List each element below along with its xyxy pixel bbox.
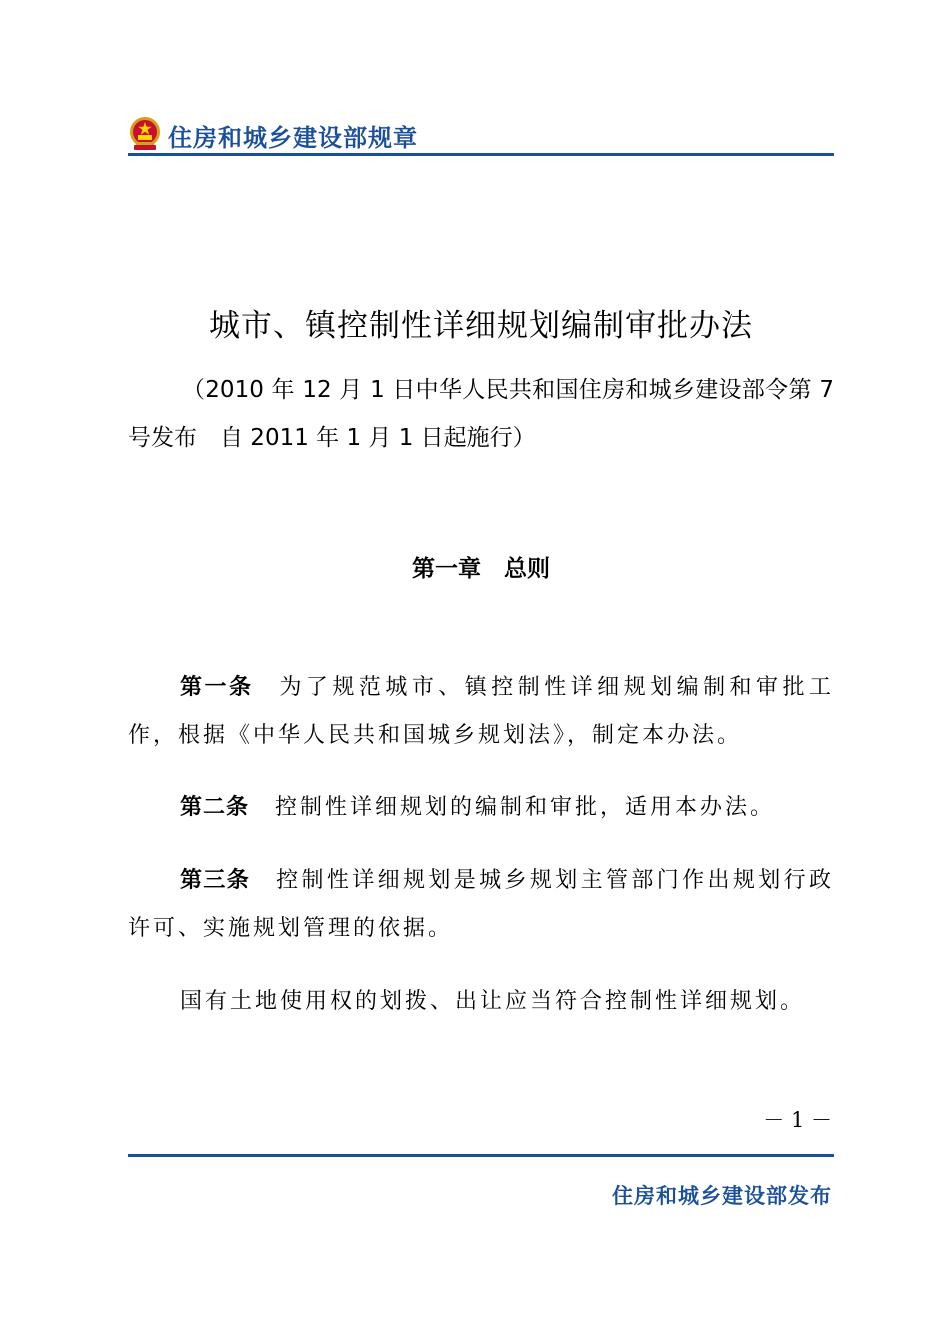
chapter-heading: 第一章 总则 bbox=[412, 556, 550, 582]
article-2 bbox=[128, 784, 834, 832]
article-3-text: 控制性详细规划是城乡规划主管部门作出规划行政许可、实施规划管理的依据。 bbox=[128, 868, 834, 941]
header-divider bbox=[128, 153, 834, 156]
article-3-paragraph-2: 国有土地使用权的划拨、出让应当符合控制性详细规划。 bbox=[180, 989, 806, 1014]
article-2-text: 控制性详细规划的编制和审批，适用本办法。 bbox=[275, 795, 776, 820]
page-header bbox=[128, 114, 834, 156]
article-1-number: 第一条 bbox=[180, 675, 254, 700]
article-3 bbox=[128, 857, 834, 953]
header-title: 住房和城乡建设部规章 bbox=[168, 124, 418, 152]
footer-publisher: 住房和城乡建设部发布 bbox=[612, 1184, 832, 1208]
footer-divider bbox=[128, 1154, 834, 1157]
page-number: － 1 － bbox=[763, 1108, 832, 1132]
national-emblem-icon bbox=[128, 116, 162, 152]
document-subtitle: （2010 年 12 月 1 日中华人民共和国住房和城乡建设部令第 7 号发布 自 2011 年 1 月 1 日起施行） bbox=[128, 377, 834, 451]
article-3-number: 第三条 bbox=[180, 868, 251, 893]
article-2-number: 第二条 bbox=[180, 795, 250, 820]
article-1 bbox=[128, 664, 834, 760]
document-title: 城市、镇控制性详细规划编制审批办法 bbox=[209, 308, 753, 344]
article-1-text: 为了规范城市、镇控制性详细规划编制和审批工作，根据《中华人民共和国城乡规划法》，制定本办法。 bbox=[128, 675, 834, 748]
